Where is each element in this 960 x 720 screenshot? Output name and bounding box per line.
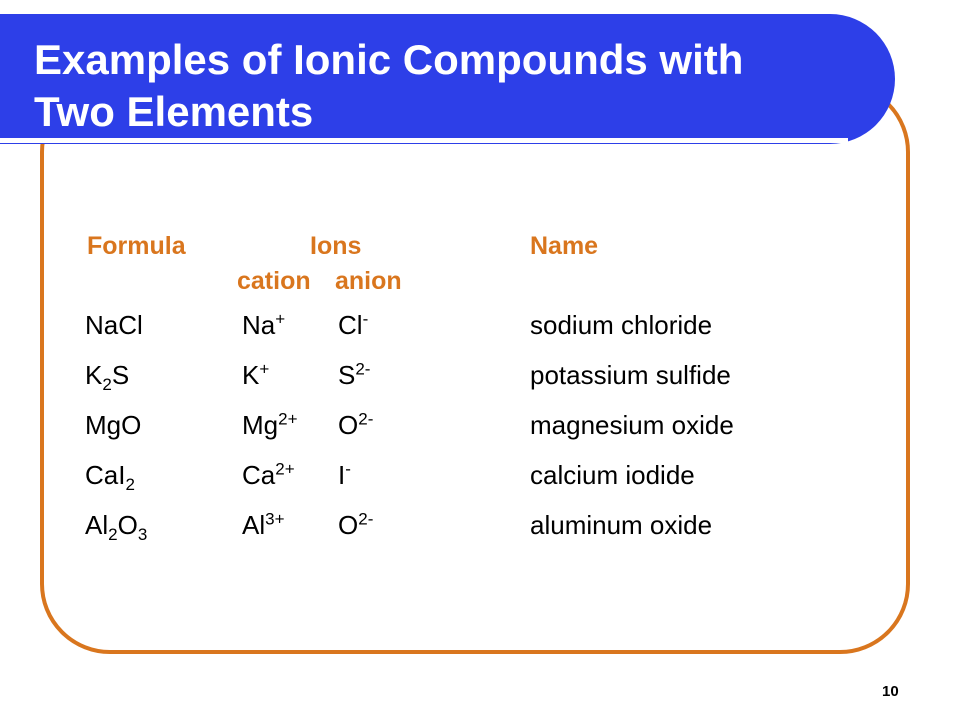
name-cell: potassium sulfide — [530, 360, 731, 390]
content-frame — [40, 82, 910, 654]
header-cation: cation — [237, 267, 311, 295]
name-cell: aluminum oxide — [530, 510, 713, 540]
name-cell: magnesium oxide — [530, 410, 734, 440]
title-banner — [0, 14, 895, 144]
name-cell: sodium chloride — [530, 310, 713, 340]
header-formula: Formula — [87, 232, 186, 260]
title-underline — [0, 138, 848, 143]
cation-cell: $Al^{3+}$ — [242, 509, 285, 540]
anion-cell: $O^{2-}$ — [338, 409, 374, 440]
name-cell: calcium iodide — [530, 460, 695, 490]
anion-cell: I- — [338, 459, 351, 490]
formula-cell: CaI$_2$ — [85, 460, 135, 495]
cation-cell: Na+ — [242, 309, 286, 340]
formula-cell: MgO — [85, 410, 142, 440]
page-number: 10 — [882, 683, 899, 700]
anion-cell: $S^{2-}$ — [338, 359, 371, 390]
formula-cell: $Al_2O_3$ — [85, 510, 148, 545]
slide-title: Examples of Ionic Compounds with Two Elements — [34, 36, 744, 135]
anion-cell: Cl- — [338, 309, 369, 340]
cation-cell: K+ — [242, 359, 270, 390]
header-name: Name — [530, 232, 599, 260]
formula-cell: NaCl — [85, 310, 143, 340]
header-ions: Ions — [310, 232, 362, 260]
formula-cell: $K_2S$ — [85, 360, 130, 395]
anion-cell: $O^{2-}$ — [338, 509, 374, 540]
header-anion: anion — [335, 267, 402, 295]
cation-cell: $Ca^{2+}$ — [242, 459, 295, 490]
cation-cell: $Mg^{2+}$ — [242, 409, 298, 440]
